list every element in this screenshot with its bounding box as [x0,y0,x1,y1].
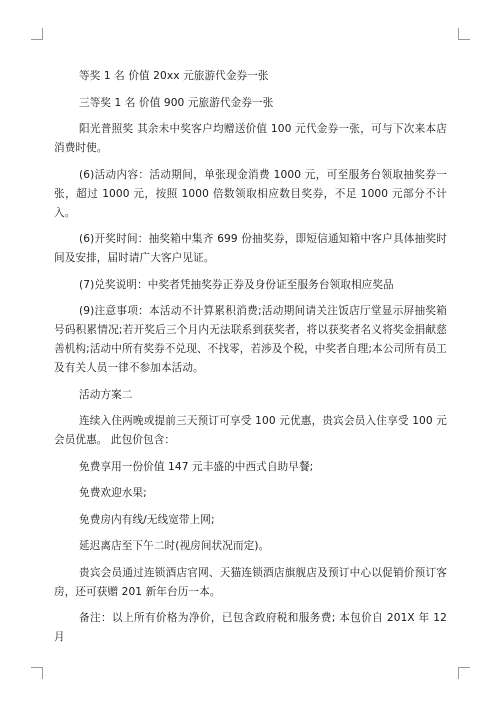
paragraph-third-prize: 三等奖 1 名 价值 900 元旅游代金券一张 [79,96,274,109]
list-item-breakfast: 免费享用一份价值 147 元丰盛的中西式自助早餐; [79,460,314,473]
paragraph-redemption: (7)兑奖说明：中奖者凭抽奖券正券及身份证至服务台领取相应奖品 [79,278,394,291]
list-item-internet: 免费房内有线/无线宽带上网; [79,513,215,526]
crop-mark-top-right [458,28,470,40]
crop-mark-top-left [31,28,43,40]
crop-mark-bottom-left [31,667,43,679]
list-item-fruit: 免费欢迎水果; [79,487,147,499]
paragraph-activity-content: (6)活动内容：活动期间，单张现金消费 1000 元，可至服务台领取抽奖券一张，超过 1000 元，按照 1000 倍数领取相应数目奖券，不足 1000 元部分不计入。 [54,168,447,219]
crop-mark-bottom-right [458,667,470,679]
paragraph-notes: (9)注意事项：本活动不计算累积消费;活动期间请关注饭店厅堂显示屏抽奖箱号码积累情况;若开奖后三个月内无法联系到获奖者，将以获奖者名义将奖金捐献慈善机构;活动中所有奖券不兑现、不找零，若涉及个税，中奖者自理;本公司所有员工及有关人员一律不参加本活动。 [54,305,447,374]
paragraph-prize-tier-a: 等奖 1 名 价值 20xx 元旅游代金券一张 [79,70,269,82]
paragraph-remarks: 备注：以上所有价格为净价，已包含政府税和服务费; 本包价自 201X 年 12 月 [54,612,447,643]
paragraph-consolation-prize: 阳光普照奖 其余未中奖客户均赠送价值 100 元代金券一张，可与下次来本店消费时使。 [54,123,447,154]
paragraph-draw-time: (6)开奖时间：抽奖箱中集齐 699 份抽奖券，即短信通知箱中客户具体抽奖时间及安排，届时请广大客户见证。 [54,233,447,264]
paragraph-stay-offer: 连续入住两晚或提前三天预订可享受 100 元优惠，贵宾会员入住享受 100 元会员优惠。 此包价包含： [54,415,447,446]
document-body [54,67,447,647]
section-heading-plan-two: 活动方案二 [79,388,133,401]
list-item-late-checkout: 延迟离店至下午二时(视房间状况而定)。 [79,540,270,552]
paragraph-vip-booking: 贵宾会员通过连锁酒店官网、天猫连锁酒店旗舰店及预订中心以促销价预订客房，还可获赠 201 新年台历一本。 [54,566,447,598]
